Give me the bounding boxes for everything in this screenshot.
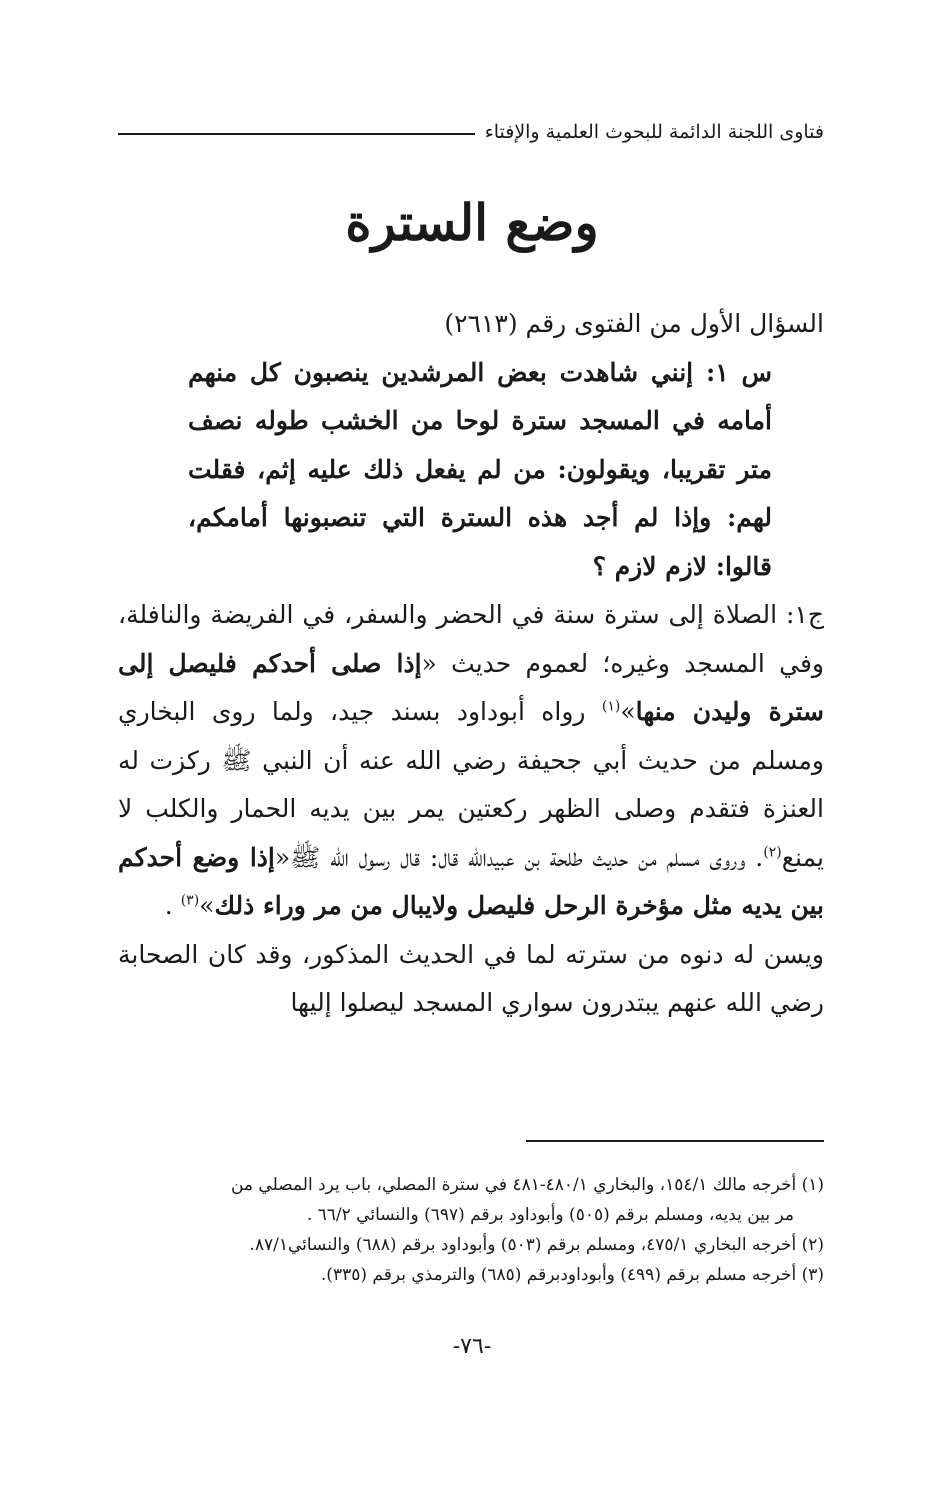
footnote-line: مر بين يديه، ومسلم برقم (٥٠٥) وأبوداود برقم (٦٩٧) والنسائي ٦٦/٢ . [306, 1205, 794, 1225]
answer-text: » [199, 891, 215, 920]
footnote-ref: (١) [601, 698, 621, 715]
main-text [118, 300, 824, 1028]
answer-paragraph [118, 591, 824, 931]
page-title: وضع السترة [345, 193, 599, 252]
question-paragraph: س ١: إنني شاهدت بعض المرشدين ينصبون كل منهم أمامه في المسجد سترة لوحا من الخشب طوله نصف متر تقريبا، ويقولون: من لم يفعل ذلك عليه إثم، فقلت لهم: وإذا لم أجد هذه السترة التي تنصبونها أمامكم، قالوا: لازم لازم ؟ [188, 357, 772, 581]
answer-text: . وروى مسلم من حديث طلحة بن عبيدالله قال: قال رسول الله ﷺ« [274, 842, 764, 872]
footnote-ref: (٣) [180, 892, 200, 909]
hadith-quote: إذا صلى أحدكم فليصل إلى سترة وليدن منها [118, 648, 824, 726]
footnote-line: (١) أخرجه مالك ١٥٤/١، والبخاري ٤٨٠/١-٤٨١ في سترة المصلي، باب يرد المصلي من [230, 1175, 824, 1195]
running-header-text: فتاوى اللجنة الدائمة للبحوث العلمية والإفتاء [484, 121, 824, 143]
footnote-2 [118, 1230, 824, 1260]
footnote-rule [526, 1140, 824, 1142]
running-header [118, 118, 824, 146]
header-rule [118, 133, 475, 135]
footnote-line: (٢) أخرجه البخاري ٤٧٥/١، ومسلم برقم (٥٠٣) وأبوداود برقم (٦٨٨) والنسائي٨٧/١. [249, 1235, 824, 1255]
answer-paragraph-2: ويسن له دنوه من سترته لما في الحديث المذكور، وقد كان الصحابة رضي الله عنهم يبتدرون سواري المسجد ليصلوا إليها [118, 939, 824, 1017]
page-number: -٧٦- [452, 1334, 492, 1359]
answer-text: . [164, 891, 181, 920]
answer-text: » [620, 697, 636, 726]
answer-text: ج١: الصلاة إلى سترة سنة في الحضر والسفر، في الفريضة والنافلة، وفي المسجد وغيره؛ لعموم حديث « [118, 600, 825, 678]
footnotes [118, 1170, 824, 1290]
answer-text: رواه أبوداود بسند جيد، ولما روى البخاري ومسلم من حديث أبي جحيفة رضي الله عنه أن النبي ﷺ ركزت له العنزة فتقدم وصلى الظهر ركعتين يمر بين يديه الحمار والكلب لا يمنع [118, 697, 824, 872]
footnote-line: (٣) أخرجه مسلم برقم (٤٩٩) وأبوداودبرقم (٦٨٥) والترمذي برقم (٣٣٥). [320, 1265, 824, 1285]
hadith-quote: إذا وضع أحدكم بين يديه مثل مؤخرة الرحل فليصل ولايبال من مر وراء ذلك [118, 842, 824, 920]
fatwa-reference: السؤال الأول من الفتوى رقم (٢٦١٣) [444, 309, 824, 338]
footnote-3 [118, 1260, 824, 1290]
footnote-1 [118, 1170, 824, 1230]
footnote-ref: (٢) [763, 844, 782, 861]
